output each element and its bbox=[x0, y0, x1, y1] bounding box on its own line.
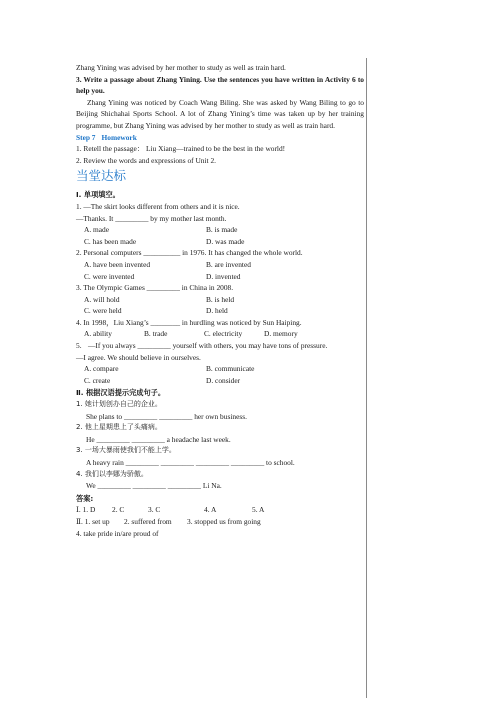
step-label: Step 7 bbox=[76, 132, 96, 142]
option-d[interactable]: D. was made bbox=[206, 236, 245, 246]
step-7-heading bbox=[76, 132, 364, 144]
homework-item-2: 2. Review the words and expressions of Unit 2. bbox=[76, 155, 216, 165]
margin-rule bbox=[366, 58, 367, 698]
option-c[interactable]: C. were invented bbox=[84, 271, 135, 281]
section-1-title: Ⅰ. 单项填空。 bbox=[76, 190, 120, 200]
task-3-instruction: 3. Write a passage about Zhang Yining. Use the sentences you have written in Activity 6 to help you. bbox=[76, 74, 364, 96]
q1-reply: —Thanks. It _________ by my mother last month. bbox=[76, 213, 227, 223]
option-d[interactable]: D. memory bbox=[264, 329, 298, 339]
section-2-title: Ⅱ. 根据汉语提示完成句子。 bbox=[76, 388, 166, 398]
option-a[interactable]: A. compare bbox=[84, 364, 119, 374]
option-d[interactable]: D. consider bbox=[206, 375, 241, 385]
step-title: Homework bbox=[101, 132, 137, 142]
q2-stem: 2. Personal computers __________ in 1976. It has changed the whole world. bbox=[76, 248, 303, 258]
answer-5: 5. A bbox=[252, 505, 265, 515]
option-d[interactable]: D. invented bbox=[206, 271, 241, 281]
q4-options-row bbox=[76, 328, 364, 340]
s2-chinese: 2. 他上星期患上了头痛病。 bbox=[76, 423, 162, 432]
answer-ii-3: 3. stopped us from going bbox=[187, 516, 261, 526]
option-b[interactable]: B. is made bbox=[206, 225, 238, 235]
option-c[interactable]: C. has been made bbox=[84, 236, 137, 246]
option-b[interactable]: B. are invented bbox=[206, 259, 251, 269]
s4-english[interactable]: We _________ _________ _________ Li Na. bbox=[86, 481, 222, 491]
option-a[interactable]: A. made bbox=[84, 225, 110, 235]
s3-english[interactable]: A heavy rain _________ _________ _________ _________ to school. bbox=[86, 458, 295, 467]
q3-options-row-1 bbox=[76, 294, 364, 306]
option-a[interactable]: A. have been invented bbox=[84, 259, 151, 269]
q1-stem: 1. —The skirt looks different from others and it is nice. bbox=[76, 201, 240, 211]
q1-options-row-2 bbox=[76, 236, 364, 248]
answer-3: 3. C bbox=[148, 505, 161, 515]
q2-options-row-1 bbox=[76, 259, 364, 271]
answers-row-2 bbox=[76, 516, 364, 528]
q5-text: —If you always _________ yourself with others, you may have tons of pressure. bbox=[88, 341, 328, 351]
s2-english[interactable]: He _________ _________ a headache last week. bbox=[86, 434, 231, 444]
option-c[interactable]: C. create bbox=[84, 375, 111, 385]
option-b[interactable]: B. is held bbox=[206, 294, 235, 304]
q5-options-row-2 bbox=[76, 375, 364, 387]
option-c[interactable]: C. electricity bbox=[204, 329, 243, 339]
option-a[interactable]: A. will hold bbox=[84, 294, 120, 304]
q3-stem: 3. The Olympic Games _________ in China in 2008. bbox=[76, 283, 234, 293]
sample-passage: Zhang Yining was noticed by Coach Wang Biling. She was asked by Wang Biling to go to Beijing Shichahai Sports School. A lot of Zhang Yining’s time was taken up by her training programme, but Zhang Yining was advised by her mother to study as well as train hard. bbox=[76, 97, 364, 130]
answer-ii-2: 2. suffered from bbox=[124, 516, 172, 526]
homework-item-1: 1. Retell the passage： Liu Xiang—trained to be the best in the world! bbox=[76, 144, 286, 154]
q5-number: 5. bbox=[76, 341, 82, 351]
answers-title: 答案: bbox=[76, 493, 94, 503]
q3-options-row-2 bbox=[76, 305, 364, 317]
section-heading: 当堂达标 bbox=[76, 168, 127, 184]
worksheet-content bbox=[76, 62, 364, 539]
q5-reply: —I agree. We should believe in ourselves. bbox=[76, 352, 201, 362]
option-c[interactable]: C. were held bbox=[84, 306, 122, 316]
s1-chinese: 1. 她计划创办自己的企业。 bbox=[76, 400, 162, 409]
q4-stem: 4. In 1998，Liu Xiang’s ________ in hurdling was noticed by Sun Haiping. bbox=[76, 317, 302, 327]
s3-chinese: 3. 一场大暴雨使我们不能上学。 bbox=[76, 446, 176, 455]
answer-2: 2. C bbox=[112, 505, 125, 515]
option-d[interactable]: D. held bbox=[206, 306, 228, 316]
answer-1: Ⅰ. 1. D bbox=[76, 505, 96, 515]
q5-options-row-1 bbox=[76, 363, 364, 375]
answer-4: 4. A bbox=[204, 505, 217, 515]
q1-options-row-1 bbox=[76, 224, 364, 236]
answer-ii-4: 4. take pride in/are proud of bbox=[76, 528, 159, 538]
answers-row-1 bbox=[76, 504, 364, 516]
q2-options-row-2 bbox=[76, 271, 364, 283]
option-b[interactable]: B. trade bbox=[144, 329, 168, 339]
answer-ii-1: Ⅱ. 1. set up bbox=[76, 516, 110, 526]
advice-sentence: Zhang Yining was advised by her mother to study as well as train hard. bbox=[76, 63, 286, 72]
s4-chinese: 4. 我们以李娜为骄傲。 bbox=[76, 469, 148, 478]
s1-english[interactable]: She plans to _________ _________ her own business. bbox=[86, 411, 247, 421]
option-a[interactable]: A. ability bbox=[84, 329, 112, 339]
option-b[interactable]: B. communicate bbox=[206, 364, 255, 374]
q5-stem bbox=[76, 340, 364, 352]
